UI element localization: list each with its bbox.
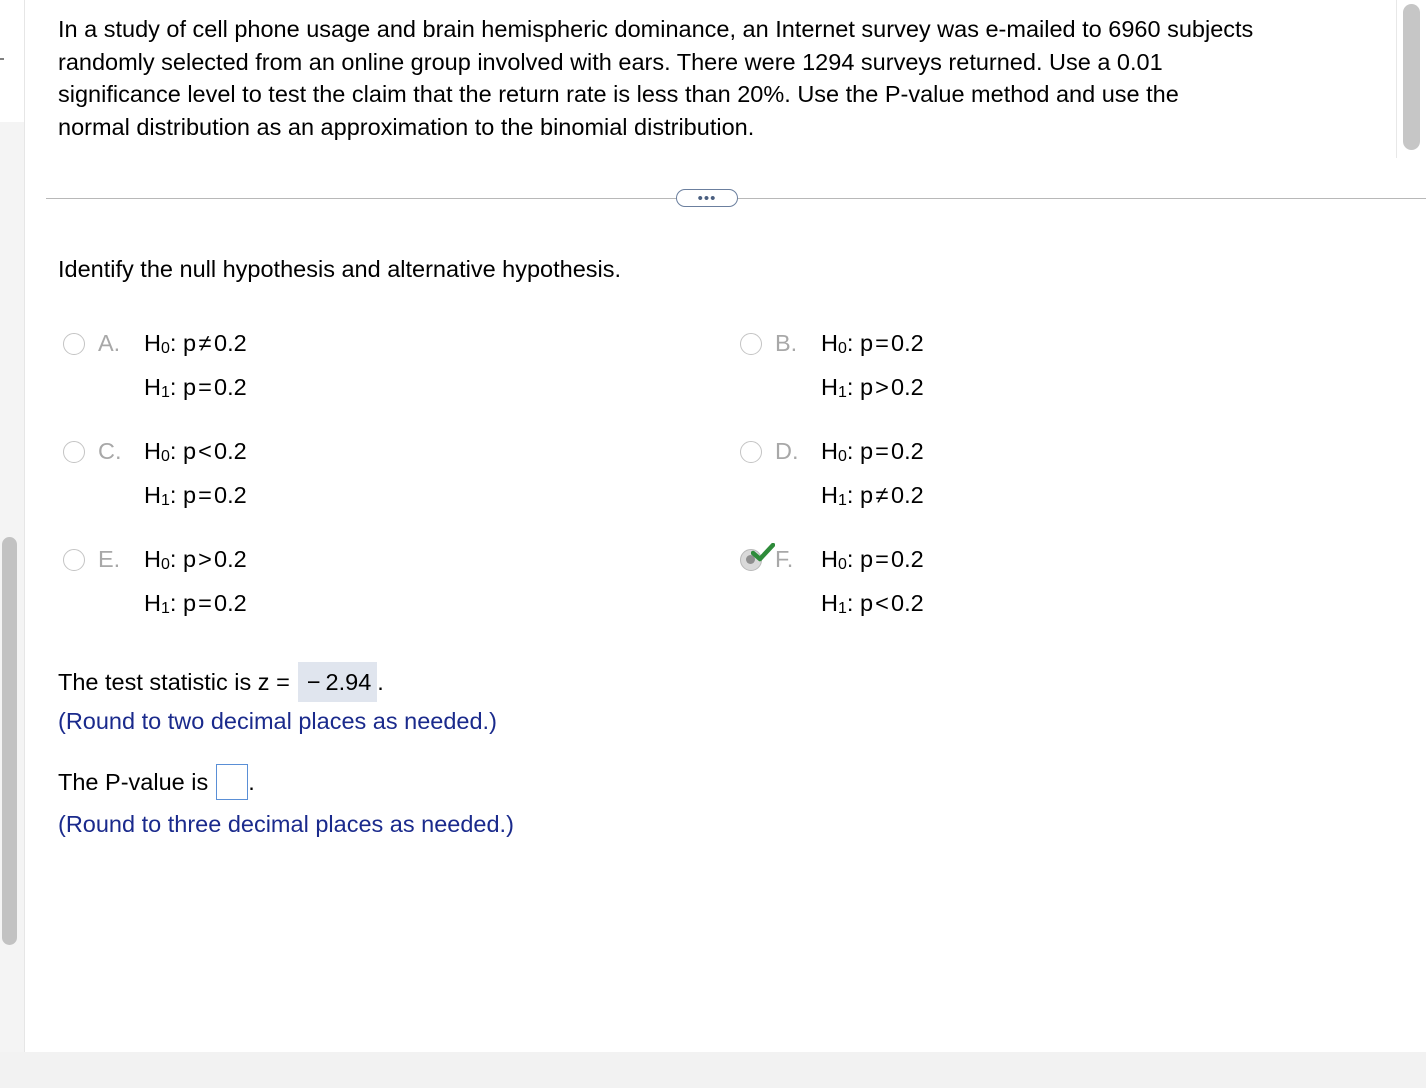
- option-c[interactable]: [58, 434, 578, 514]
- radio-button[interactable]: [740, 441, 762, 463]
- left-scrollbar-thumb[interactable]: [2, 537, 17, 945]
- option-letter: F.: [775, 546, 794, 572]
- alternative-hypothesis: $H_1$: p=0.2: [144, 374, 247, 401]
- rounding-hint: (Round to two decimal places as needed.): [58, 708, 497, 734]
- problem-statement: [58, 13, 1394, 143]
- right-scrollbar-thumb[interactable]: [1403, 4, 1420, 150]
- option-a[interactable]: [58, 326, 578, 406]
- test-statistic-value: 2.94: [325, 669, 372, 695]
- option-letter: B.: [775, 330, 798, 356]
- option-letter: E.: [98, 546, 121, 572]
- null-hypothesis: $H_0$: p>0.2: [144, 546, 247, 573]
- alternative-hypothesis: $H_1$: p=0.2: [144, 482, 247, 509]
- p-value-input[interactable]: [216, 764, 248, 800]
- problem-line: normal distribution as an approximation to the binomial distribution.: [58, 113, 755, 140]
- test-statistic-label: The test statistic is z =: [58, 668, 290, 695]
- problem-line: significance level to test the claim that the return rate is less than 20%. Use the P-value method and use the: [58, 81, 1179, 107]
- problem-line: randomly selected from an online group involved with ears. There were 1294 surveys returned. Use a 0.01: [58, 48, 1163, 75]
- rounding-hint: (Round to three decimal places as needed.): [58, 811, 514, 837]
- null-hypothesis: $H_0$: p ≠ 0.2: [144, 330, 247, 357]
- null-hypothesis: $H_0$: p=0.2: [821, 546, 924, 573]
- p-value-line: [58, 764, 255, 800]
- null-hypothesis: $H_0$: p=0.2: [821, 438, 924, 465]
- option-b[interactable]: [735, 326, 1255, 406]
- alternative-hypothesis: $H_1$: p<0.2: [821, 590, 924, 617]
- radio-button[interactable]: [740, 333, 762, 355]
- question-prompt: Identify the null hypothesis and alternative hypothesis.: [58, 256, 622, 282]
- alternative-hypothesis: $H_1$: p>0.2: [821, 374, 924, 401]
- period: .: [248, 768, 255, 795]
- test-statistic-line: [58, 662, 384, 702]
- option-e[interactable]: [58, 542, 578, 622]
- option-letter: A.: [98, 330, 121, 356]
- radio-button[interactable]: [63, 441, 85, 463]
- expand-more-button[interactable]: [676, 189, 738, 207]
- period: .: [377, 668, 384, 695]
- test-statistic-answer[interactable]: [298, 662, 377, 702]
- minus-sign: −: [306, 669, 321, 695]
- ellipsis-icon: •••: [697, 189, 717, 207]
- radio-button[interactable]: [63, 549, 85, 571]
- radio-button[interactable]: [63, 333, 85, 355]
- option-letter: D.: [775, 438, 799, 464]
- option-letter: C.: [98, 438, 122, 464]
- alternative-hypothesis: $H_1$: p=0.2: [144, 590, 247, 617]
- null-hypothesis: $H_0$: p<0.2: [144, 438, 247, 465]
- option-d[interactable]: [735, 434, 1255, 514]
- left-rail-marker: [0, 58, 4, 60]
- null-hypothesis: $H_0$: p=0.2: [821, 330, 924, 357]
- checkmark-icon: [751, 543, 775, 563]
- alternative-hypothesis: $H_1$: p ≠ 0.2: [821, 482, 924, 509]
- p-value-label: The P-value is: [58, 768, 209, 795]
- left-rail-top: [0, 0, 25, 122]
- option-f[interactable]: [735, 542, 1255, 622]
- problem-line: In a study of cell phone usage and brain hemispheric dominance, an Internet survey was e-mailed to 6960 subjects: [58, 16, 1254, 42]
- bottom-bar: [0, 1052, 1426, 1088]
